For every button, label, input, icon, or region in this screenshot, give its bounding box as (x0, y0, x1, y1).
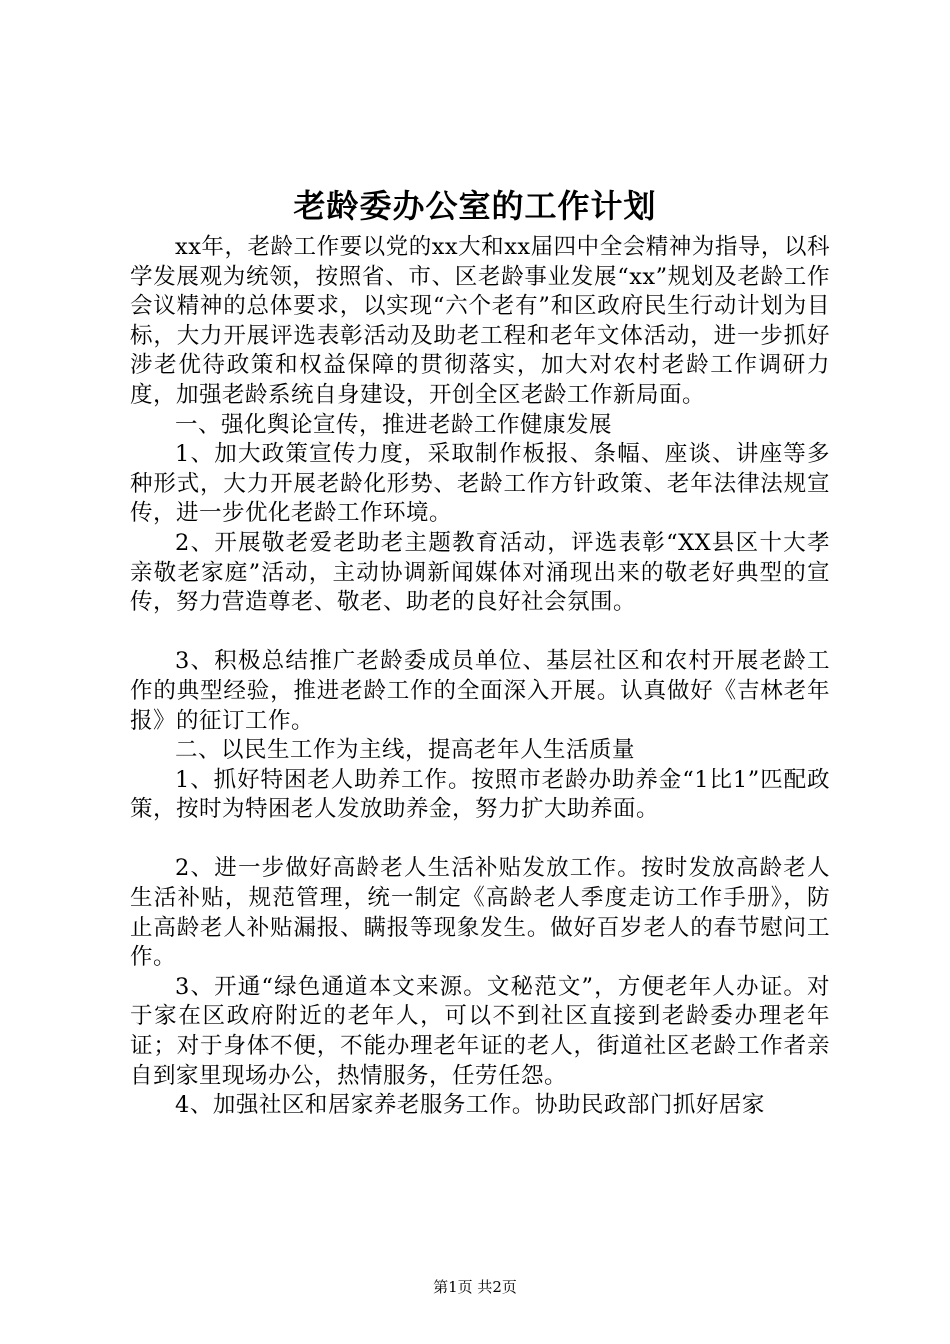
section-heading-1: 一、强化舆论宣传，推进老龄工作健康发展 (175, 411, 613, 438)
page-footer: 第1页 共2页 (433, 1278, 517, 1296)
paragraph-1-1: 1、加大政策宣传力度，采取制作板报、条幅、座谈、讲座等多种形式，大力开展老龄化形势、老龄工作方针政策、老年法律法规宣传，进一步优化老龄工作环境。 (130, 441, 830, 527)
paragraph-2-4: 4、加强社区和居家养老服务工作。协助民政部门抓好居家 (175, 1092, 765, 1119)
paragraph-1-2: 2、开展敬老爱老助老主题教育活动，评选表彰“XX县区十大孝亲敬老家庭”活动，主动协调新闻媒体对涌现出来的敬老好典型的宣传，努力营造尊老、敬老、助老的良好社会氛围。 (130, 529, 830, 616)
paragraph-intro: xx年，老龄工作要以党的xx大和xx届四中全会精神为指导，以科学发展观为统领，按照省、市、区老龄事业发展“xx”规划及老龄工作会议精神的总体要求，以实现“六个老有”和区政府民生行动计划为目标，大力开展评选表彰活动及助老工程和老年文体活动，进一步抓好涉老优待政策和权益保障的贯彻落实，加大对农村老龄工作调研力度，加强老龄系统自身建设，开创全区老龄工作新局面。 (130, 234, 830, 408)
document-body (130, 233, 830, 1121)
document-title: 老龄委办公室的工作计划 (293, 187, 657, 225)
paragraph-1-3: 3、积极总结推广老龄委成员单位、基层社区和农村开展老龄工作的典型经验，推进老龄工作的全面深入开展。认真做好《吉林老年报》的征订工作。 (130, 648, 830, 734)
paragraph-spacer (130, 825, 830, 855)
section-heading-2: 二、以民生工作为主线，提高老年人生活质量 (175, 737, 636, 764)
paragraph-spacer (130, 618, 830, 648)
paragraph-2-3: 3、开通“绿色通道本文来源。文秘范文”，方便老年人办证。对于家在区政府附近的老年人，可以不到社区直接到老龄委办理老年证；对于身体不便，不能办理老年证的老人，街道社区老龄工作者亲自到家里现场办公，热情服务，任劳任怨。 (130, 973, 830, 1089)
paragraph-2-1: 1、抓好特困老人助养工作。按照市老龄办助养金“1比1”匹配政策，按时为特困老人发放助养金，努力扩大助养面。 (130, 766, 830, 823)
paragraph-2-2: 2、进一步做好高龄老人生活补贴发放工作。按时发放高龄老人生活补贴，规范管理，统一制定《高龄老人季度走访工作手册》，防止高龄老人补贴漏报、瞒报等现象发生。做好百岁老人的春节慰问工作。 (130, 855, 830, 971)
